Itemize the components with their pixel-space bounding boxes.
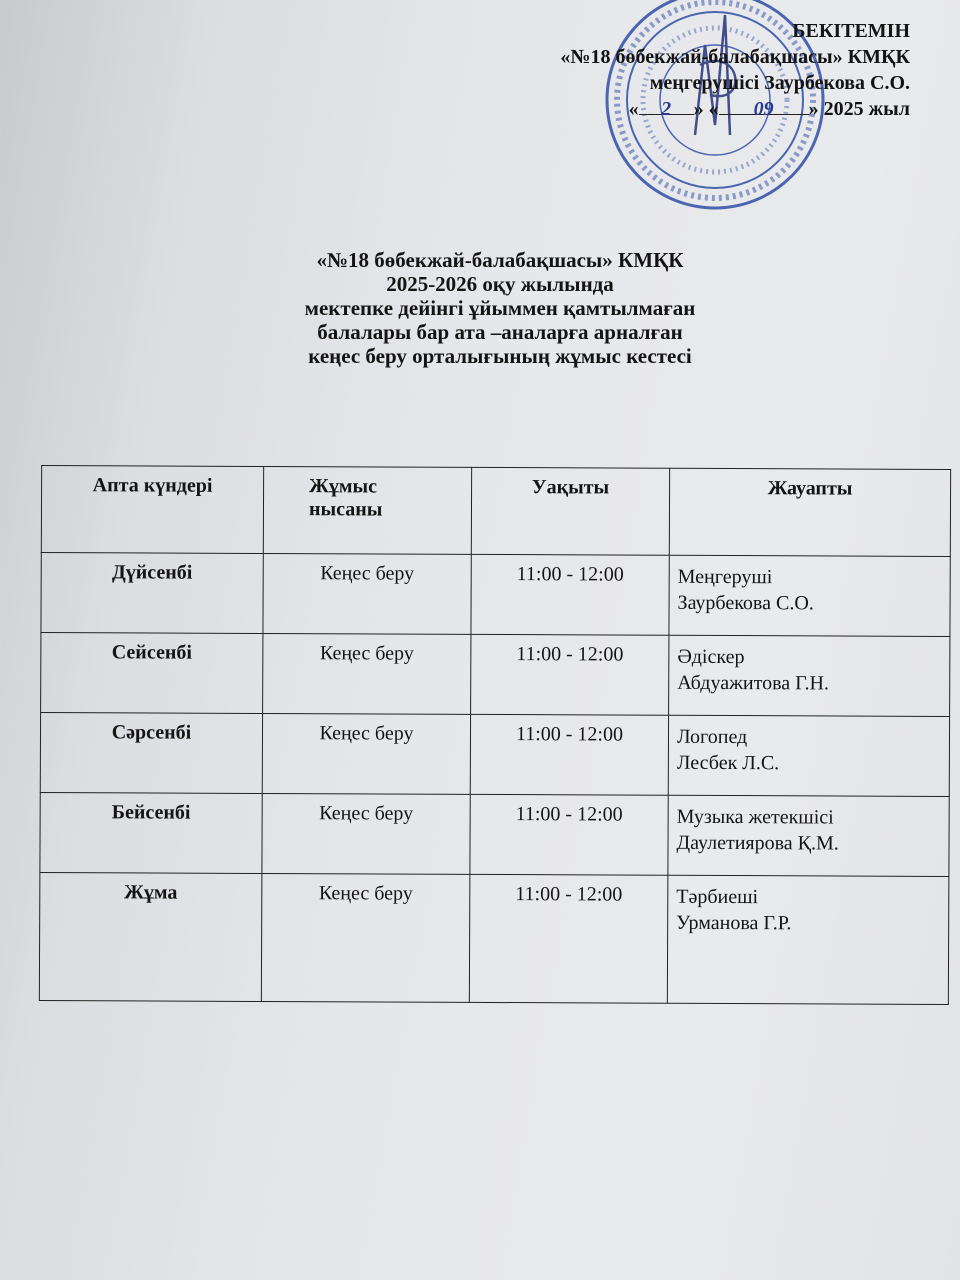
table-row bbox=[41, 633, 950, 717]
approval-head: меңгерушісі Заурбекова С.О. bbox=[649, 72, 910, 94]
cell-time: 11:00 - 12:00 bbox=[470, 794, 668, 875]
cell-responsible bbox=[669, 635, 950, 716]
title-line: «№18 бөбекжай-балабақшасы» КМҚК bbox=[316, 248, 684, 272]
approval-block bbox=[560, 18, 910, 122]
header-responsible: Жауапты bbox=[669, 468, 950, 556]
table-header-row bbox=[41, 466, 950, 557]
cell-time: 11:00 - 12:00 bbox=[471, 554, 669, 635]
table-row bbox=[39, 873, 949, 1005]
cell-responsible bbox=[668, 795, 949, 876]
cell-day: Бейсенбі bbox=[40, 793, 262, 874]
responsible-name: Даулетиярова Қ.М. bbox=[676, 831, 839, 855]
date-year: 2025 жыл bbox=[823, 98, 910, 120]
cell-time: 11:00 - 12:00 bbox=[469, 874, 668, 1003]
date-month: 09 bbox=[719, 96, 809, 115]
responsible-name: Урманова Г.Р. bbox=[676, 911, 792, 935]
approval-org: «№18 бөбекжай-балабақшасы» КМҚК bbox=[560, 46, 910, 68]
cell-form: Кеңес беру bbox=[263, 633, 471, 714]
title-line: балалары бар ата –аналарға арналған bbox=[317, 320, 683, 344]
responsible-role: Меңгеруші bbox=[677, 565, 773, 589]
responsible-role: Музыка жетекшісі bbox=[676, 805, 834, 829]
cell-time: 11:00 - 12:00 bbox=[470, 714, 668, 795]
cell-day: Дүйсенбі bbox=[41, 553, 263, 634]
header-time: Уақыты bbox=[471, 467, 669, 555]
cell-day: Сәрсенбі bbox=[40, 713, 262, 794]
schedule-table bbox=[39, 465, 951, 1005]
cell-form: Кеңес беру bbox=[261, 873, 470, 1002]
cell-responsible bbox=[668, 715, 949, 796]
cell-responsible bbox=[669, 555, 950, 636]
title-line: мектепке дейінгі ұйыммен қамтылмаған bbox=[304, 296, 696, 320]
date-quote: » « bbox=[693, 98, 719, 120]
cell-form: Кеңес беру bbox=[262, 713, 470, 794]
title-line: 2025-2026 оқу жылында bbox=[386, 272, 614, 296]
title-line: кеңес беру орталығының жұмыс кестесі bbox=[308, 344, 692, 368]
table-row bbox=[40, 713, 949, 797]
table-row bbox=[40, 793, 949, 877]
cell-day: Жұма bbox=[39, 873, 262, 1002]
approval-date bbox=[560, 96, 910, 122]
date-day: 2 bbox=[639, 96, 694, 115]
cell-responsible bbox=[667, 875, 949, 1004]
responsible-name: Заурбекова С.О. bbox=[677, 591, 814, 615]
responsible-name: Абдуажитова Г.Н. bbox=[677, 671, 829, 695]
document-title bbox=[0, 248, 960, 368]
cell-day: Сейсенбі bbox=[41, 633, 263, 714]
cell-form: Кеңес беру bbox=[263, 553, 471, 634]
cell-time: 11:00 - 12:00 bbox=[471, 634, 669, 715]
responsible-role: Логопед bbox=[676, 725, 748, 749]
table-row bbox=[41, 553, 950, 637]
header-form: Жұмыс нысаны bbox=[263, 466, 471, 554]
responsible-role: Тәрбиеші bbox=[676, 885, 759, 909]
responsible-name: Лесбек Л.С. bbox=[676, 751, 780, 775]
date-quote: « bbox=[628, 98, 639, 120]
date-quote: » bbox=[808, 98, 819, 120]
cell-form: Кеңес беру bbox=[262, 793, 470, 874]
responsible-role: Әдіскер bbox=[677, 645, 745, 669]
header-days: Апта күндері bbox=[41, 466, 263, 554]
approval-heading: БЕКІТЕМІН bbox=[792, 20, 910, 42]
